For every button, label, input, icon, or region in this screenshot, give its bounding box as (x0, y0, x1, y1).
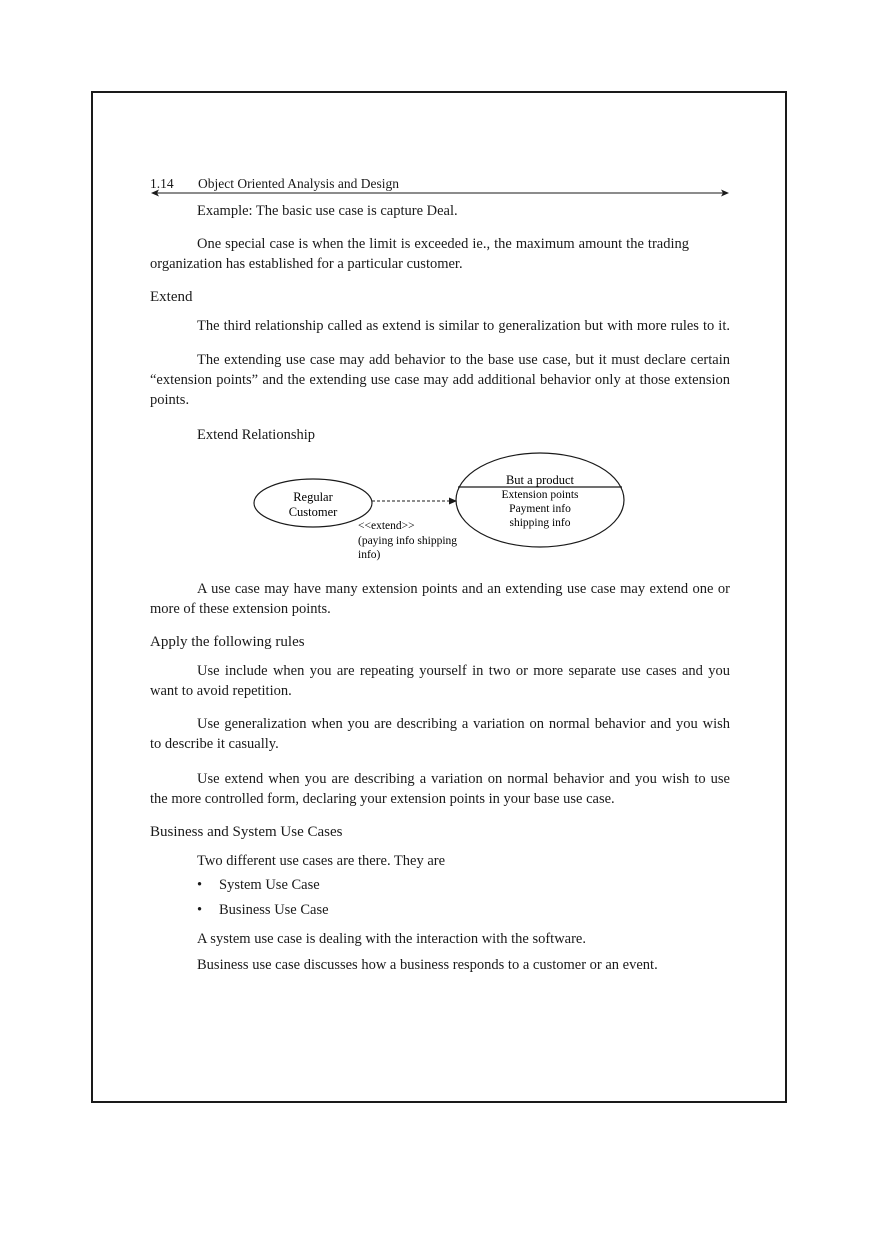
section-heading-business-system: Business and System Use Cases (150, 824, 343, 840)
paragraph-third-relationship: The third relationship called as extend is similar to generalization but with more rules to it. (197, 318, 730, 334)
paragraph-extending-line2: “extension points” and the extending use case may add additional behavior only at those extension (150, 372, 730, 388)
section-heading-extend: Extend (150, 289, 193, 305)
paragraph-include-line2: want to avoid repetition. (150, 683, 292, 699)
paragraph-system-use-case: A system use case is dealing with the interaction with the software. (197, 931, 586, 947)
extension-points-label: Extension points (501, 489, 579, 501)
paragraph-extending-line1: The extending use case may add behavior to the base use case, but it must declare certain (197, 352, 730, 368)
shipping-info-label: shipping info (509, 517, 571, 529)
paragraph-many-extension-line1: A use case may have many extension points and an extending use case may extend one or (197, 581, 730, 597)
paragraph-special-case-line1: One special case is when the limit is exceeded ie., the maximum amount the trading (197, 236, 689, 252)
section-heading-rules: Apply the following rules (150, 634, 305, 650)
running-header (150, 176, 730, 198)
book-title: Object Oriented Analysis and Design (198, 176, 399, 191)
paragraph-two-use-cases: Two different use cases are there. They are (197, 853, 446, 869)
paragraph-generalization-line2: to describe it casually. (150, 736, 279, 752)
bullet-system-use-case: System Use Case (219, 877, 320, 893)
extend-note-line1: (paying info shipping (358, 535, 458, 547)
header-rule-arrow (150, 188, 730, 198)
bullet-marker: • (197, 902, 203, 918)
extend-relationship-diagram (250, 450, 630, 565)
paragraph-example: Example: The basic use case is capture Deal. (197, 203, 458, 219)
paragraph-include-line1: Use include when you are repeating yourself in two or more separate use cases and you (197, 663, 730, 679)
paragraph-extending-line3: points. (150, 392, 190, 408)
paragraph-business-use-case: Business use case discusses how a business responds to a customer or an event. (197, 957, 658, 973)
bullet-business-use-case: Business Use Case (219, 902, 329, 918)
paragraph-special-case-line2: organization has established for a particular customer. (150, 256, 463, 272)
actor-label-line1: Regular (293, 490, 333, 504)
paragraph-extend-rule-line2: the more controlled form, declaring your extension points in your base use case. (150, 791, 615, 807)
extend-stereotype: <<extend>> (358, 520, 415, 532)
diagram-caption: Extend Relationship (197, 427, 315, 443)
actor-label-line2: Customer (288, 505, 338, 519)
paragraph-generalization-line1: Use generalization when you are describing a variation on normal behavior and you wish (197, 716, 730, 732)
payment-info-label: Payment info (509, 503, 571, 515)
usecase-title: But a product (505, 473, 575, 487)
page-number: 1.14 (150, 176, 174, 191)
bullet-marker: • (197, 877, 203, 893)
paragraph-many-extension-line2: more of these extension points. (150, 601, 331, 617)
paragraph-extend-rule-line1: Use extend when you are describing a variation on normal behavior and you wish to use (197, 771, 730, 787)
extend-note-line2: info) (358, 549, 381, 561)
